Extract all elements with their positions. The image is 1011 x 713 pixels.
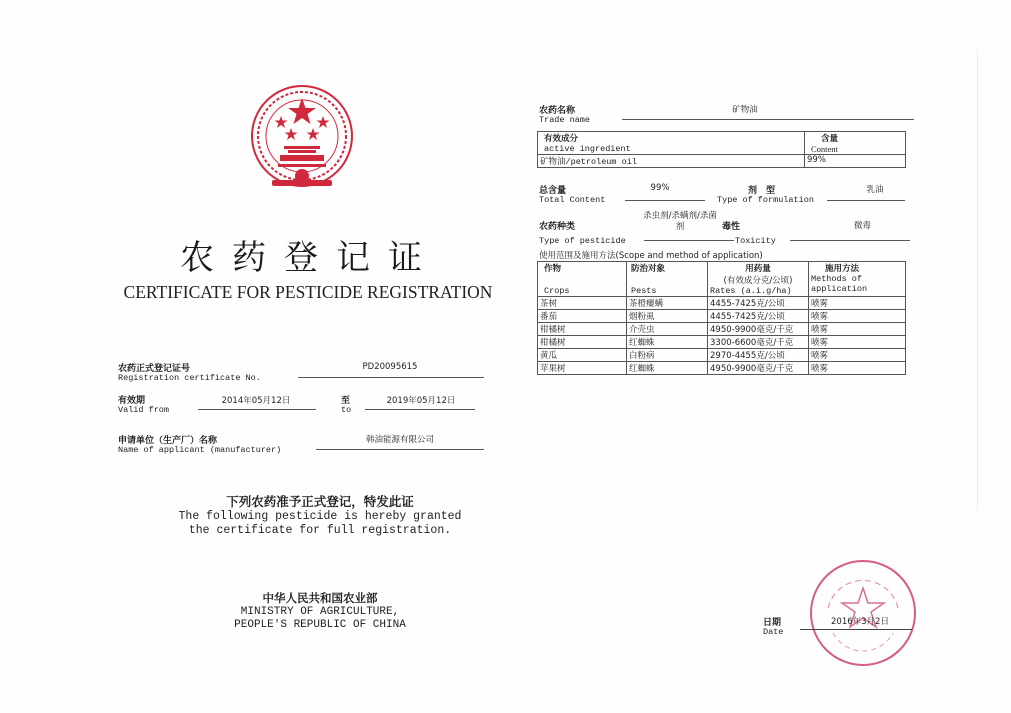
scope-title: 使用范围及施用方法(Scope and method of application) bbox=[539, 251, 763, 261]
method-cell: 喷雾 bbox=[809, 349, 906, 362]
scope-table bbox=[537, 261, 906, 375]
rates-header-cn2: (有效成分克/公顷) bbox=[723, 276, 793, 286]
ministry-name-en-line2: PEOPLE'S REPUBLIC OF CHINA bbox=[234, 619, 406, 631]
method-cell: 喷雾 bbox=[809, 336, 906, 349]
ministry-name-cn: 中华人民共和国农业部 bbox=[262, 591, 378, 605]
crop-cell: 番茄 bbox=[538, 310, 627, 323]
applicant-label-en: Name of applicant (manufacturer) bbox=[118, 445, 282, 455]
trade-name-value: 矿物油 bbox=[732, 105, 758, 115]
pest-cell: 白粉病 bbox=[627, 349, 708, 362]
content-header-cn: 含量 bbox=[821, 134, 839, 144]
content-header-en: Content bbox=[811, 144, 838, 154]
crop-cell: 柑橘树 bbox=[538, 336, 627, 349]
pesticide-type-value: 杀虫剂/杀螨剂/杀菌剂 bbox=[643, 211, 717, 232]
scope-row bbox=[538, 310, 906, 323]
date-label-en: Date bbox=[763, 627, 784, 637]
underline bbox=[198, 409, 316, 410]
issue-date: 2016年3月2日 bbox=[831, 617, 889, 627]
scope-row bbox=[538, 336, 906, 349]
valid-from-date: 2014年05月12日 bbox=[221, 396, 291, 406]
methods-header-en2: application bbox=[811, 284, 868, 294]
registration-label-cn: 农药正式登记证号 bbox=[118, 364, 191, 374]
method-cell: 喷雾 bbox=[809, 310, 906, 323]
rate-cell: 2970-4455克/公顷 bbox=[708, 349, 809, 362]
formulation-label-cn: 剂 型 bbox=[748, 186, 776, 196]
ingredient-header bbox=[538, 132, 805, 155]
rate-cell: 4950-9900毫克/千克 bbox=[708, 362, 809, 375]
valid-label-en: Valid from bbox=[118, 405, 170, 415]
ministry-name-en-line1: MINISTRY OF AGRICULTURE, bbox=[240, 606, 400, 618]
national-emblem-icon bbox=[244, 80, 360, 196]
scope-row bbox=[538, 297, 906, 310]
grant-statement-en bbox=[150, 510, 490, 538]
content-value: 99% bbox=[805, 155, 906, 168]
total-content-value: 99% bbox=[650, 183, 670, 193]
ingredient-header-en: active ingredient bbox=[544, 144, 631, 154]
certificate-title-cn: 农药登记证 bbox=[180, 238, 440, 278]
grant-statement-en-line1: The following pesticide is hereby granted bbox=[178, 510, 462, 523]
underline bbox=[800, 629, 912, 630]
formulation-value: 乳油 bbox=[866, 185, 884, 195]
rate-cell: 4455-7425克/公顷 bbox=[708, 310, 809, 323]
toxicity-value: 微毒 bbox=[853, 221, 871, 231]
trade-name-label-en: Trade name bbox=[539, 115, 591, 125]
pest-cell: 红蜘蛛 bbox=[627, 336, 708, 349]
underline bbox=[365, 409, 475, 410]
scope-table-header bbox=[538, 262, 906, 297]
underline bbox=[622, 119, 914, 120]
valid-to-label-cn: 至 bbox=[341, 396, 351, 406]
method-cell: 喷雾 bbox=[809, 297, 906, 310]
pest-cell: 茶橙瘿螨 bbox=[627, 297, 708, 310]
methods-header bbox=[809, 262, 906, 297]
ingredient-value: 矿物油/petroleum oil bbox=[538, 155, 805, 168]
rate-cell: 4950-9900毫克/千克 bbox=[708, 323, 809, 336]
total-content-label-en: Total Content bbox=[539, 195, 606, 205]
pest-cell: 烟粉虱 bbox=[627, 310, 708, 323]
ingredient-row bbox=[538, 155, 906, 168]
rate-cell: 3300-6600毫克/千克 bbox=[708, 336, 809, 349]
toxicity-label-cn: 毒性 bbox=[722, 222, 741, 232]
fold-line bbox=[977, 50, 978, 510]
registration-number: PD20095615 bbox=[362, 362, 418, 372]
underline bbox=[790, 240, 910, 241]
certificate-title-en: CERTIFICATE FOR PESTICIDE REGISTRATION bbox=[123, 282, 493, 302]
crops-header-en: Crops bbox=[544, 286, 570, 296]
crop-cell: 苹果树 bbox=[538, 362, 627, 375]
total-content-label-cn: 总含量 bbox=[539, 186, 567, 196]
rates-header-en: Rates (a.i.g/ha) bbox=[710, 286, 792, 296]
rate-cell: 4455-7425克/公顷 bbox=[708, 297, 809, 310]
valid-to-date: 2019年05月12日 bbox=[386, 396, 456, 406]
rates-header bbox=[708, 262, 809, 297]
official-seal-icon bbox=[808, 558, 918, 668]
trade-name-label-cn: 农药名称 bbox=[539, 106, 576, 116]
grant-statement-en-line2: the certificate for full registration. bbox=[188, 524, 452, 537]
methods-header-en1: Methods of bbox=[811, 274, 863, 284]
crops-header-cn: 作物 bbox=[544, 264, 562, 274]
ingredient-header-cn: 有效成分 bbox=[544, 134, 579, 144]
underline bbox=[298, 377, 484, 378]
method-cell: 喷雾 bbox=[809, 362, 906, 375]
underline bbox=[827, 200, 905, 201]
pests-header-cn: 防治对象 bbox=[631, 264, 666, 274]
toxicity-label-en: Toxicity bbox=[735, 236, 776, 246]
rates-header-cn: 用药量 bbox=[745, 264, 771, 274]
underline bbox=[316, 449, 484, 450]
pesticide-type-label-cn: 农药种类 bbox=[539, 222, 576, 232]
ministry-name-en bbox=[200, 606, 440, 632]
scope-row bbox=[538, 349, 906, 362]
pests-header bbox=[627, 262, 708, 297]
methods-header-cn: 施用方法 bbox=[825, 264, 860, 274]
content-header bbox=[805, 132, 906, 155]
crop-cell: 黄瓜 bbox=[538, 349, 627, 362]
pests-header-en: Pests bbox=[631, 286, 657, 296]
underline bbox=[625, 200, 705, 201]
registration-label-en: Registration certificate No. bbox=[118, 373, 261, 383]
applicant-label-cn: 申请单位（生产厂）名称 bbox=[118, 436, 218, 446]
grant-statement-cn: 下列农药准予正式登记，特发此证 bbox=[226, 494, 414, 509]
pest-cell: 介壳虫 bbox=[627, 323, 708, 336]
valid-to-label-en: to bbox=[341, 405, 352, 415]
pest-cell: 红蜘蛛 bbox=[627, 362, 708, 375]
crop-cell: 茶树 bbox=[538, 297, 627, 310]
date-label-cn: 日期 bbox=[763, 618, 782, 628]
applicant-name: 韩油能源有限公司 bbox=[365, 435, 434, 445]
scope-row bbox=[538, 323, 906, 336]
pesticide-type-label-en: Type of pesticide bbox=[539, 236, 626, 246]
crops-header bbox=[538, 262, 627, 297]
crop-cell: 柑橘树 bbox=[538, 323, 627, 336]
underline bbox=[644, 240, 734, 241]
ingredient-table bbox=[537, 131, 906, 168]
scope-row bbox=[538, 362, 906, 375]
formulation-label-en: Type of formulation bbox=[717, 195, 814, 205]
valid-label-cn: 有效期 bbox=[118, 396, 146, 406]
method-cell: 喷雾 bbox=[809, 323, 906, 336]
